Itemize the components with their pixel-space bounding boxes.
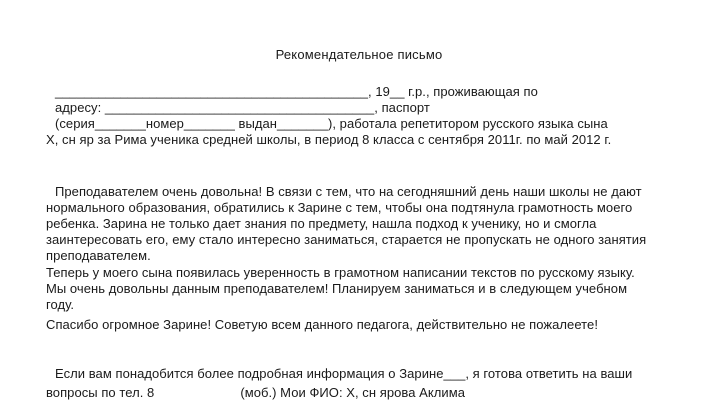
footer-line-1: Если вам понадобится более подробная информация о Зарине___, я готова ответить на ваши	[55, 366, 633, 381]
body-line-2: нормального образования, обратились к Зарине с тем, чтобы она подтянула грамотность моего	[46, 200, 633, 215]
body-line-6: Теперь у моего сына появилась уверенность в грамотном написании текстов по русскому языку.	[46, 265, 635, 280]
body-line-5: преподавателем.	[46, 248, 151, 263]
phone-prefix: вопросы по тел. 8	[46, 385, 155, 400]
header-line-3: (серия_______номер_______ выдан_______), работала репетитором русского языка сына	[55, 116, 608, 131]
body-line-4: заинтересовать его, ему стало интересно заниматься, старается не пропускать не одного занятия	[46, 232, 647, 247]
contact-name: (моб.) Мои ФИО: Х, сн ярова Аклима	[240, 385, 465, 400]
body-line-1: Преподавателем очень довольна! В связи с тем, что на сегодняшний день наши школы не дают	[55, 184, 642, 199]
body-line-9: Спасибо огромное Зарине! Советую всем данного педагога, действительно не пожалеете!	[46, 317, 598, 332]
header-line-4: Х, сн яр за Рима ученика средней школы, в период 8 класса с сентября 2011г. по май 2012 г.	[46, 132, 612, 147]
letter-title: Рекомендательное письмо	[275, 47, 443, 62]
redacted-phone	[154, 385, 240, 399]
body-line-7: Мы очень довольны данным преподавателем! Планируем заниматься и в следующем учебном	[46, 281, 628, 296]
body-line-8: году.	[46, 297, 75, 312]
header-line-2: адресу: _____________________________________, паспорт	[55, 100, 430, 115]
body-line-3: ребенка. Зарина не только дает знания по предмету, нашла подход к ученику, но и смогла	[46, 216, 597, 231]
footer-line-2	[46, 385, 465, 401]
header-line-1: ___________________________________________, 19__ г.р., проживающая по	[55, 84, 538, 99]
